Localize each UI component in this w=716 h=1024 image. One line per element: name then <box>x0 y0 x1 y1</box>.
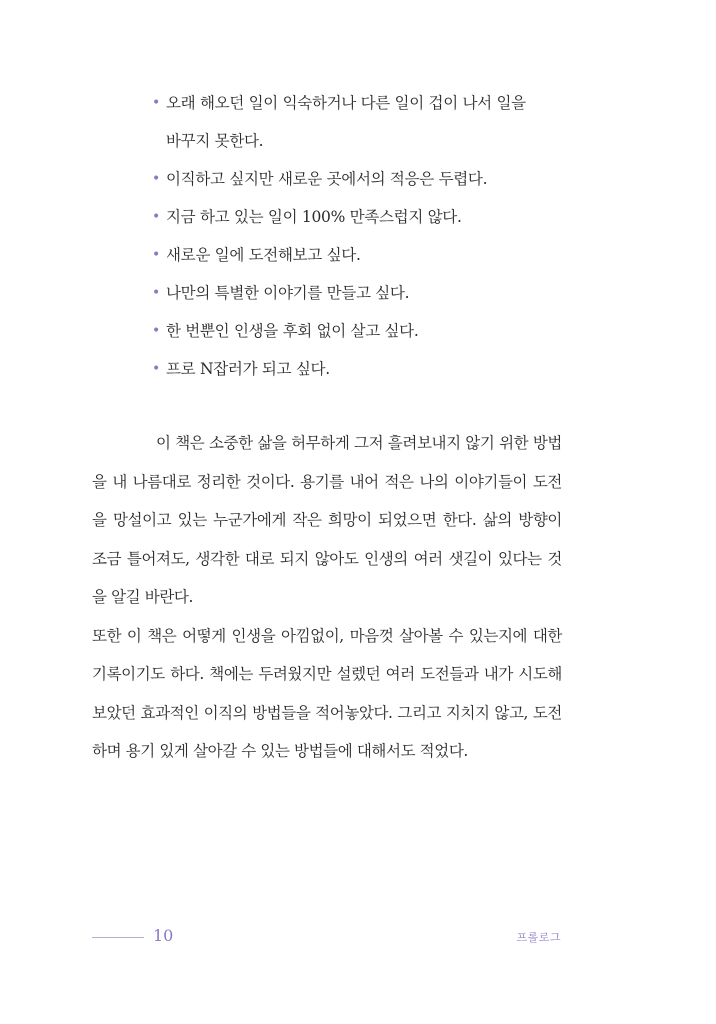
bullet-text: 나만의 특별한 이야기를 만들고 싶다. <box>166 284 410 302</box>
body-text <box>92 424 562 771</box>
bullet-dot-icon: • <box>152 361 160 377</box>
bullet-dot-icon: • <box>152 285 160 301</box>
bullet-dot-icon: • <box>152 95 160 111</box>
bullet-text: 프로 N잡러가 되고 싶다. <box>166 360 330 378</box>
bullet-text: 지금 하고 있는 일이 100% 만족스럽지 않다. <box>166 208 462 226</box>
bullet-text: 오래 해오던 일이 익숙하거나 다른 일이 겁이 나서 일을 <box>166 94 526 112</box>
bullet-list <box>152 84 582 388</box>
bullet-item <box>152 312 582 350</box>
bullet-text: 새로운 일에 도전해보고 싶다. <box>166 246 361 264</box>
bullet-item <box>152 236 582 274</box>
bullet-dot-icon: • <box>152 209 160 225</box>
bullet-item <box>152 274 582 312</box>
page-number: 10 <box>153 926 174 945</box>
footer-rule <box>92 937 144 938</box>
section-label: 프롤로그 <box>516 931 561 944</box>
paragraph-1: 이 책은 소중한 삶을 허무하게 그저 흘려보내지 않기 위한 방법을 내 나름대로 정리한 것이다. 용기를 내어 적은 나의 이야기들이 도전을 망설이고 있는 누군가에게 작은 희망이 되었으면 한다. 삶의 방향이 조금 틀어져도, 생각한 대로 되지 않아도 인생의 여러 샛길이 있다는 것을 알길 바란다. <box>92 434 562 606</box>
bullet-text-continuation: 바꾸지 못한다. <box>166 132 264 150</box>
bullet-item <box>152 198 582 236</box>
bullet-text: 한 번뿐인 인생을 후회 없이 살고 싶다. <box>166 322 419 340</box>
bullet-item <box>152 160 582 198</box>
bullet-item <box>152 350 582 388</box>
bullet-item <box>152 84 582 160</box>
bullet-dot-icon: • <box>152 171 160 187</box>
bullet-text: 이직하고 싶지만 새로운 곳에서의 적응은 두렵다. <box>166 170 488 188</box>
paragraph-2: 또한 이 책은 어떻게 인생을 아낌없이, 마음껏 살아볼 수 있는지에 대한 기록이기도 하다. 책에는 두려웠지만 설렜던 여러 도전들과 내가 시도해 보았던 효과적인 이직의 방법들을 적어놓았다. 그리고 지치지 않고, 도전하며 용기 있게 살아갈 수 있는 방법들에 대해서도 적었다. <box>92 626 562 760</box>
bullet-dot-icon: • <box>152 323 160 339</box>
bullet-dot-icon: • <box>152 247 160 263</box>
